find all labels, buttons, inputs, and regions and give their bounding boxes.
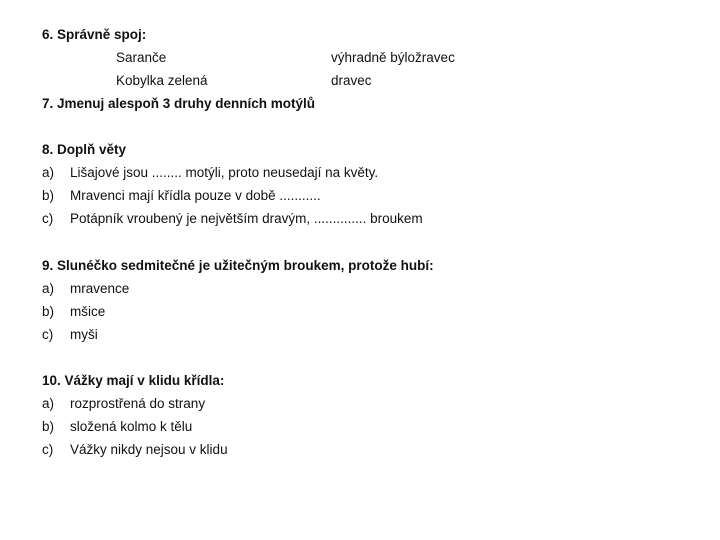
q9-option-letter: b): [42, 304, 55, 319]
q8-option-letter: a): [42, 165, 55, 180]
q10-option-text: rozprostřená do strany: [70, 396, 206, 411]
question-10-title: 10. Vážky mají v klidu křídla:: [42, 373, 225, 388]
question-9-title: 9. Slunéčko sedmitečné je užitečným broukem, protože hubí:: [42, 258, 434, 273]
match-right-item-2: dravec: [331, 73, 372, 88]
q9-option-text: mravence: [70, 281, 130, 296]
match-right-item-1: výhradně býložravec: [331, 50, 455, 65]
q10-option-letter: a): [42, 396, 55, 411]
q9-option-text: myši: [70, 327, 98, 342]
q8-option-text: Potápník vroubený je největším dravým, .............. broukem: [70, 211, 423, 226]
q8-option-letter: b): [42, 188, 55, 203]
q8-option-letter: c): [42, 211, 54, 226]
question-8-title: 8. Doplň věty: [42, 142, 127, 157]
q10-option-text: Vážky nikdy nejsou v klidu: [70, 442, 228, 457]
question-7-title: 7. Jmenuj alespoň 3 druhy denních motýlů: [42, 96, 316, 111]
q9-option-text: mšice: [70, 304, 106, 319]
q10-option-letter: c): [42, 442, 54, 457]
match-left-item-2: Kobylka zelená: [116, 73, 208, 88]
q10-option-text: složená kolmo k tělu: [70, 419, 193, 434]
q10-option-letter: b): [42, 419, 55, 434]
match-left-item-1: Saranče: [116, 50, 167, 65]
q8-option-text: Mravenci mají křídla pouze v době ...........: [70, 188, 321, 203]
q9-option-letter: a): [42, 281, 55, 296]
question-6-title: 6. Správně spoj:: [42, 27, 147, 42]
q9-option-letter: c): [42, 327, 54, 342]
q8-option-text: Lišajové jsou ........ motýli, proto neusedají na květy.: [70, 165, 379, 180]
